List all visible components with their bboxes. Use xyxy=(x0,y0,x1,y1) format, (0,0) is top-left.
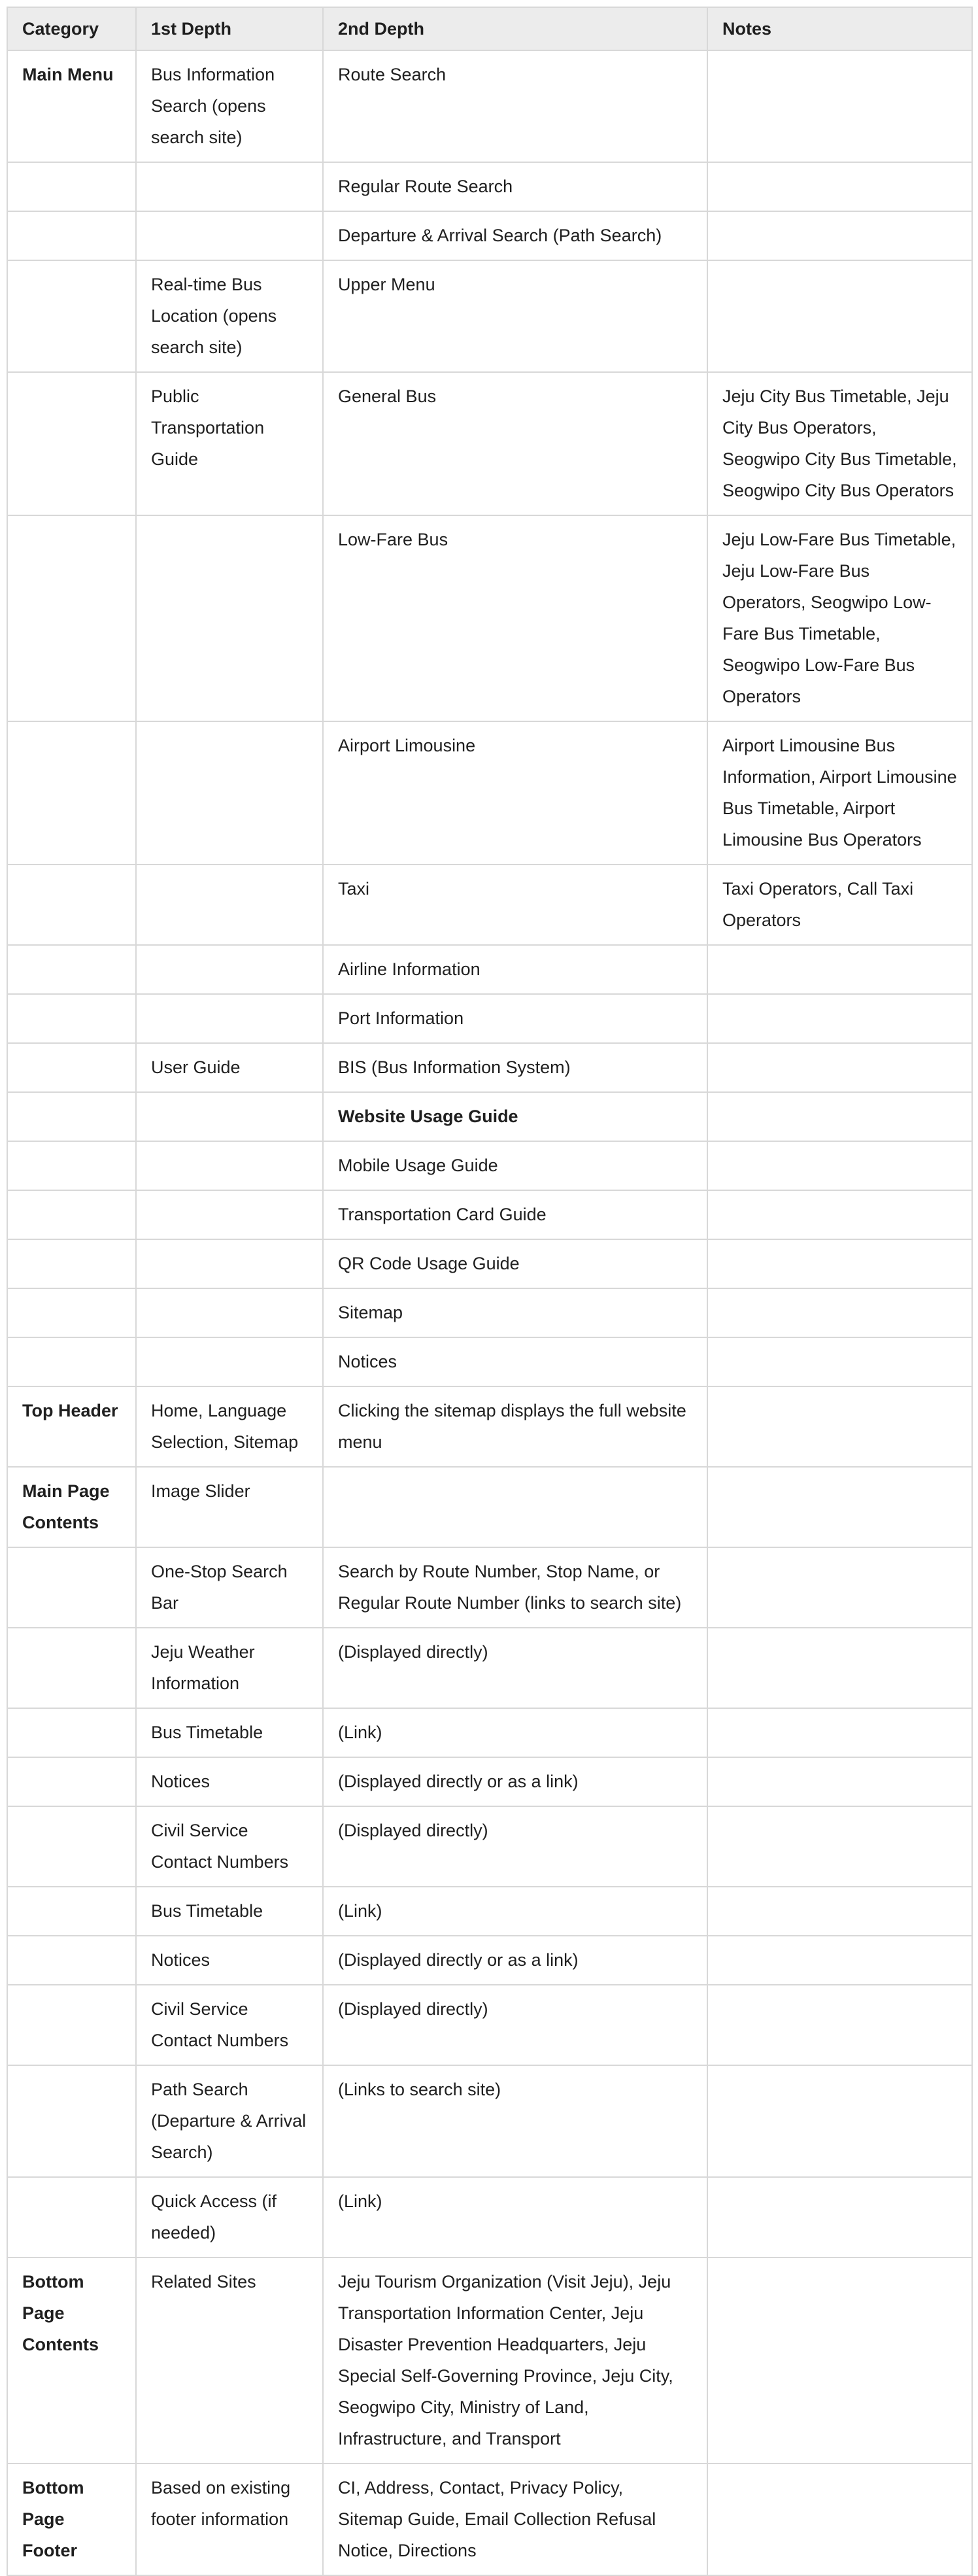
cell-2nd-depth: Regular Route Search xyxy=(323,162,707,211)
cell-notes xyxy=(707,1547,972,1628)
cell-2nd-depth: General Bus xyxy=(323,372,707,515)
table-row xyxy=(7,1708,972,1757)
cell-1st-depth xyxy=(136,162,323,211)
cell-1st-depth xyxy=(136,211,323,260)
cell-1st-depth: Related Sites xyxy=(136,2258,323,2464)
cell-1st-depth: Bus Information Search (opens search site) xyxy=(136,50,323,162)
cell-category xyxy=(7,1708,136,1757)
cell-1st-depth: Public Transportation Guide xyxy=(136,372,323,515)
cell-notes xyxy=(707,1628,972,1708)
cell-2nd-depth: Transportation Card Guide xyxy=(323,1190,707,1239)
cell-1st-depth: Home, Language Selection, Sitemap xyxy=(136,1386,323,1467)
table-row xyxy=(7,1467,972,1547)
cell-1st-depth xyxy=(136,1288,323,1337)
cell-2nd-depth: QR Code Usage Guide xyxy=(323,1239,707,1288)
cell-notes xyxy=(707,50,972,162)
cell-category xyxy=(7,372,136,515)
cell-1st-depth: Based on existing footer information xyxy=(136,2464,323,2575)
cell-2nd-depth: Jeju Tourism Organization (Visit Jeju), Jeju Transportation Information Center, Jeju Disaster Prevention Headquarters, Jeju Special Self-Governing Province, Jeju City, Seogwipo City, Ministry of Land, Infrastructure, and Transport xyxy=(323,2258,707,2464)
cell-notes xyxy=(707,1887,972,1936)
cell-2nd-depth: (Displayed directly) xyxy=(323,1806,707,1887)
cell-2nd-depth: (Displayed directly) xyxy=(323,1985,707,2065)
cell-category xyxy=(7,1936,136,1985)
cell-notes xyxy=(707,2177,972,2258)
cell-2nd-depth: (Link) xyxy=(323,1708,707,1757)
table-row xyxy=(7,372,972,515)
cell-2nd-depth: (Displayed directly or as a link) xyxy=(323,1757,707,1806)
cell-notes xyxy=(707,1386,972,1467)
cell-category xyxy=(7,994,136,1043)
cell-1st-depth: Image Slider xyxy=(136,1467,323,1547)
cell-notes xyxy=(707,1337,972,1386)
cell-notes: Jeju Low-Fare Bus Timetable, Jeju Low-Fare Bus Operators, Seogwipo Low-Fare Bus Timetable, Seogwipo Low-Fare Bus Operators xyxy=(707,515,972,721)
cell-notes xyxy=(707,994,972,1043)
cell-2nd-depth: Port Information xyxy=(323,994,707,1043)
cell-2nd-depth: Search by Route Number, Stop Name, or Regular Route Number (links to search site) xyxy=(323,1547,707,1628)
cell-2nd-depth: Sitemap xyxy=(323,1288,707,1337)
cell-1st-depth xyxy=(136,1239,323,1288)
cell-notes xyxy=(707,1708,972,1757)
cell-1st-depth xyxy=(136,515,323,721)
cell-notes xyxy=(707,2464,972,2575)
cell-1st-depth: Bus Timetable xyxy=(136,1887,323,1936)
cell-2nd-depth: Route Search xyxy=(323,50,707,162)
cell-1st-depth: Path Search (Departure & Arrival Search) xyxy=(136,2065,323,2177)
cell-2nd-depth: (Displayed directly or as a link) xyxy=(323,1936,707,1985)
cell-2nd-depth: Website Usage Guide xyxy=(323,1092,707,1141)
cell-1st-depth xyxy=(136,994,323,1043)
cell-notes xyxy=(707,1757,972,1806)
cell-category: Main Page Contents xyxy=(7,1467,136,1547)
table-row xyxy=(7,721,972,865)
cell-category xyxy=(7,1288,136,1337)
cell-1st-depth xyxy=(136,945,323,994)
cell-notes xyxy=(707,1141,972,1190)
cell-category xyxy=(7,515,136,721)
cell-notes xyxy=(707,1190,972,1239)
table-row xyxy=(7,2065,972,2177)
table-row xyxy=(7,1092,972,1141)
cell-notes xyxy=(707,945,972,994)
table-row xyxy=(7,1043,972,1092)
cell-category: Bottom Page Contents xyxy=(7,2258,136,2464)
table-row xyxy=(7,1887,972,1936)
table-row xyxy=(7,1806,972,1887)
cell-1st-depth: Civil Service Contact Numbers xyxy=(136,1985,323,2065)
cell-2nd-depth: CI, Address, Contact, Privacy Policy, Sitemap Guide, Email Collection Refusal Notice, Directions xyxy=(323,2464,707,2575)
cell-1st-depth: Real-time Bus Location (opens search site) xyxy=(136,260,323,372)
cell-2nd-depth: Upper Menu xyxy=(323,260,707,372)
table-row xyxy=(7,994,972,1043)
cell-category xyxy=(7,721,136,865)
cell-1st-depth xyxy=(136,1337,323,1386)
cell-category xyxy=(7,1985,136,2065)
cell-2nd-depth xyxy=(323,1467,707,1547)
cell-notes xyxy=(707,1288,972,1337)
cell-category xyxy=(7,1337,136,1386)
table-row xyxy=(7,1757,972,1806)
cell-category xyxy=(7,162,136,211)
cell-2nd-depth: Clicking the sitemap displays the full website menu xyxy=(323,1386,707,1467)
cell-notes xyxy=(707,2258,972,2464)
cell-2nd-depth: (Displayed directly) xyxy=(323,1628,707,1708)
cell-notes xyxy=(707,211,972,260)
cell-notes xyxy=(707,1985,972,2065)
cell-1st-depth xyxy=(136,865,323,945)
cell-notes: Jeju City Bus Timetable, Jeju City Bus Operators, Seogwipo City Bus Timetable, Seogwipo City Bus Operators xyxy=(707,372,972,515)
table-row xyxy=(7,1190,972,1239)
cell-notes xyxy=(707,1936,972,1985)
header-1st-depth: 1st Depth xyxy=(136,7,323,50)
table-row xyxy=(7,1288,972,1337)
cell-2nd-depth: (Link) xyxy=(323,1887,707,1936)
cell-1st-depth xyxy=(136,1141,323,1190)
cell-2nd-depth: Mobile Usage Guide xyxy=(323,1141,707,1190)
cell-1st-depth: Notices xyxy=(136,1757,323,1806)
cell-2nd-depth: Airline Information xyxy=(323,945,707,994)
header-2nd-depth: 2nd Depth xyxy=(323,7,707,50)
table-row xyxy=(7,1628,972,1708)
cell-notes xyxy=(707,2065,972,2177)
cell-category xyxy=(7,1190,136,1239)
cell-2nd-depth: Departure & Arrival Search (Path Search) xyxy=(323,211,707,260)
cell-1st-depth: Notices xyxy=(136,1936,323,1985)
cell-category xyxy=(7,1239,136,1288)
cell-2nd-depth: (Links to search site) xyxy=(323,2065,707,2177)
table-row xyxy=(7,1936,972,1985)
cell-1st-depth xyxy=(136,1190,323,1239)
cell-1st-depth xyxy=(136,721,323,865)
cell-1st-depth: Bus Timetable xyxy=(136,1708,323,1757)
header-notes: Notes xyxy=(707,7,972,50)
table-row xyxy=(7,1547,972,1628)
table-row xyxy=(7,162,972,211)
cell-category: Main Menu xyxy=(7,50,136,162)
cell-category: Top Header xyxy=(7,1386,136,1467)
cell-category xyxy=(7,2065,136,2177)
cell-1st-depth: Quick Access (if needed) xyxy=(136,2177,323,2258)
table-row xyxy=(7,211,972,260)
cell-category xyxy=(7,211,136,260)
cell-category xyxy=(7,260,136,372)
cell-category: Bottom Page Footer xyxy=(7,2464,136,2575)
cell-1st-depth: Jeju Weather Information xyxy=(136,1628,323,1708)
cell-notes xyxy=(707,1467,972,1547)
cell-category xyxy=(7,2177,136,2258)
table-row xyxy=(7,2464,972,2575)
cell-category xyxy=(7,945,136,994)
cell-2nd-depth: BIS (Bus Information System) xyxy=(323,1043,707,1092)
cell-notes xyxy=(707,1092,972,1141)
table-row xyxy=(7,1985,972,2065)
cell-notes xyxy=(707,1043,972,1092)
table-row xyxy=(7,1141,972,1190)
table-row xyxy=(7,260,972,372)
table-row xyxy=(7,945,972,994)
cell-category xyxy=(7,1547,136,1628)
cell-1st-depth: Civil Service Contact Numbers xyxy=(136,1806,323,1887)
cell-2nd-depth: Notices xyxy=(323,1337,707,1386)
table-row xyxy=(7,1239,972,1288)
cell-category xyxy=(7,1887,136,1936)
sitemap-table xyxy=(7,7,973,2576)
table-row xyxy=(7,2177,972,2258)
cell-notes xyxy=(707,162,972,211)
table-row xyxy=(7,1386,972,1467)
cell-1st-depth xyxy=(136,1092,323,1141)
header-category: Category xyxy=(7,7,136,50)
table-row xyxy=(7,2258,972,2464)
cell-2nd-depth: (Link) xyxy=(323,2177,707,2258)
cell-category xyxy=(7,1757,136,1806)
cell-notes xyxy=(707,1806,972,1887)
cell-1st-depth: User Guide xyxy=(136,1043,323,1092)
cell-notes xyxy=(707,260,972,372)
table-header-row xyxy=(7,7,972,50)
cell-2nd-depth: Low-Fare Bus xyxy=(323,515,707,721)
cell-category xyxy=(7,1043,136,1092)
cell-category xyxy=(7,1806,136,1887)
cell-notes xyxy=(707,1239,972,1288)
cell-notes: Taxi Operators, Call Taxi Operators xyxy=(707,865,972,945)
table-row xyxy=(7,1337,972,1386)
cell-notes: Airport Limousine Bus Information, Airport Limousine Bus Timetable, Airport Limousine Bus Operators xyxy=(707,721,972,865)
cell-category xyxy=(7,865,136,945)
table-row xyxy=(7,515,972,721)
table-row xyxy=(7,50,972,162)
cell-2nd-depth: Airport Limousine xyxy=(323,721,707,865)
cell-category xyxy=(7,1092,136,1141)
cell-category xyxy=(7,1141,136,1190)
table-row xyxy=(7,865,972,945)
cell-category xyxy=(7,1628,136,1708)
cell-2nd-depth: Taxi xyxy=(323,865,707,945)
cell-1st-depth: One-Stop Search Bar xyxy=(136,1547,323,1628)
